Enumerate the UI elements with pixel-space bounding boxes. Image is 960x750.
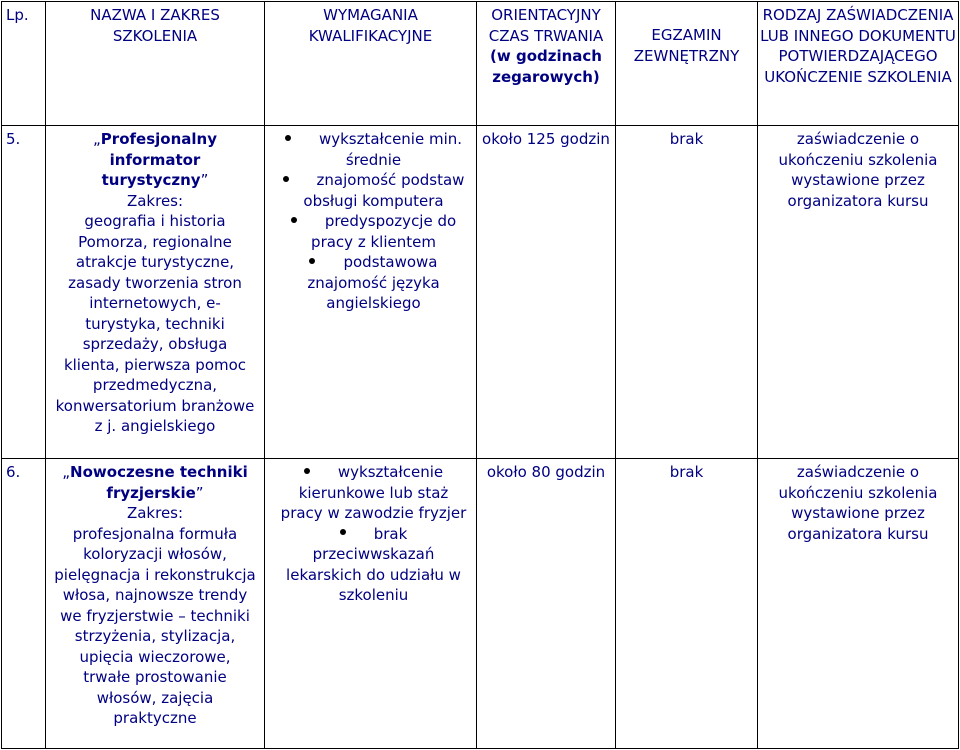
row-name: [46, 459, 265, 749]
bullet-icon: [283, 176, 289, 182]
row-requirements: [265, 126, 477, 459]
header-name: [46, 2, 265, 126]
requirement-item: brak przeciwwskazań lekarskich do udziału w szkoleniu: [286, 524, 461, 604]
row-exam: brak: [616, 459, 758, 749]
table-row: [2, 126, 959, 459]
header-exam-text: EGZAMIN ZEWNĘTRZNY: [633, 26, 740, 65]
scope-text: profesjonalna formuła koloryzacji włosów, pielęgnacja i rekonstrukcja włosa, najnowsze trendy we fryzjerstwie – techniki strzyżenia, stylizacja, upięcia wieczorowe, trwałe prostowanie włosów, zajęcia praktyczne: [54, 524, 256, 727]
training-title: Profesjonalny informator turystyczny: [100, 130, 217, 189]
row-name: [46, 126, 265, 459]
row-requirements: [265, 459, 477, 749]
header-document-text: RODZAJ ZAŚWIADCZENIA LUB INNEGO DOKUMENTU POTWIERDZAJĄCEGO UKOŃCZENIE SZKOLENIA: [760, 6, 956, 86]
row-duration: około 125 godzin: [477, 126, 616, 459]
bullet-icon: [304, 468, 310, 474]
header-requirements-text: WYMAGANIA KWALIFIKACYJNE: [308, 6, 433, 45]
bullet-icon: [340, 529, 346, 535]
requirement-item: predyspozycje do pracy z klientem: [277, 211, 470, 252]
header-name-text: NAZWA I ZAKRES SZKOLENIA: [90, 6, 220, 45]
header-duration: [477, 2, 616, 126]
requirement-item: znajomość podstaw obsługi komputera: [277, 170, 470, 211]
quote-open: „: [93, 130, 101, 148]
header-lp: Lp.: [2, 2, 46, 126]
requirements-list: [267, 462, 474, 606]
quote-open: „: [62, 463, 71, 481]
requirement-item: podstawowa znajomość języka angielskiego: [307, 253, 440, 312]
requirement-item: wykształcenie kierunkowe lub staż pracy w zawodzie fryzjer: [280, 463, 467, 522]
header-duration-text: ORIENTACYJNY CZAS TRWANIA: [488, 6, 604, 45]
scope-label: Zakres:: [126, 504, 184, 522]
scope-label: Zakres:: [126, 191, 184, 210]
header-exam: [616, 2, 758, 126]
row-exam: brak: [616, 126, 758, 459]
header-requirements: [265, 2, 477, 126]
row-duration: około 80 godzin: [477, 459, 616, 749]
requirement-item: wykształcenie min. średnie: [277, 129, 470, 170]
header-duration-unit: (w godzinach zegarowych): [490, 47, 602, 86]
header-document: [758, 2, 959, 126]
row-document: zaświadczenie o ukończeniu szkolenia wystawione przez organizatora kursu: [758, 459, 959, 749]
quote-close: ”: [200, 171, 209, 189]
header-row: [2, 2, 959, 126]
requirements-list: [267, 129, 474, 314]
row-lp: 5.: [2, 126, 46, 459]
scope-text: geografia i historia Pomorza, regionalne atrakcje turystyczne, zasady tworzenia stron internetowych, e-turystyka, techniki sprzedaży, obsługa klienta, pierwsza pomoc przedmedyczna, konwersatorium branżowe z j. angielskiego: [55, 212, 255, 435]
row-lp: 6.: [2, 459, 46, 749]
bullet-icon: [285, 135, 291, 141]
training-title: Nowoczesne techniki fryzjerskie: [70, 463, 248, 502]
quote-close: ”: [195, 483, 204, 502]
bullet-icon: [309, 258, 315, 264]
bullet-icon: [291, 217, 297, 223]
table-row: [2, 459, 959, 749]
training-table: [1, 1, 959, 749]
row-document: zaświadczenie o ukończeniu szkolenia wystawione przez organizatora kursu: [758, 126, 959, 459]
